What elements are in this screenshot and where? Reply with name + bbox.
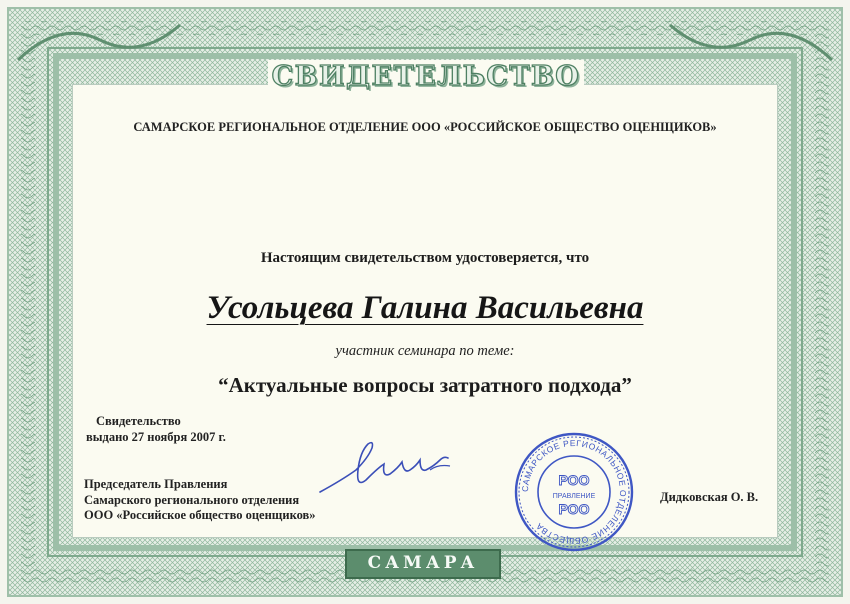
stamp-ring-text: САМАРСКОЕ РЕГИОНАЛЬНОЕ ОТДЕЛЕНИЕ ОБЩЕСТВА: [519, 437, 629, 547]
certificate-title: СВИДЕТЕЛЬСТВО: [271, 61, 581, 92]
stamp-center-bottom: РОО: [558, 501, 590, 517]
organization-header: САМАРСКОЕ РЕГИОНАЛЬНОЕ ОТДЕЛЕНИЕ ООО «РОССИЙСКОЕ ОБЩЕСТВО ОЦЕНЩИКОВ»: [133, 120, 717, 134]
topic-label: участник семинара по теме:: [335, 343, 515, 359]
city-name: САМАРА: [367, 553, 479, 573]
stamp-center-top: РОО: [558, 472, 590, 488]
chair-line-1: Председатель Правления: [84, 477, 228, 491]
intro-text: Настоящим свидетельством удостоверяется, что: [260, 250, 590, 266]
official-stamp: [512, 430, 636, 554]
chair-title: [84, 477, 316, 524]
stamp-center-mid: ПРАВЛЕНИЕ: [552, 493, 596, 500]
issued-label: Свидетельство: [96, 414, 181, 428]
seminar-topic: “Актуальные вопросы затратного подхода”: [218, 373, 632, 397]
chair-line-2: Самарского регионального отделения: [84, 492, 300, 507]
signer-name: Дидковская О. В.: [660, 490, 759, 504]
recipient-name: Усольцева Галина Васильевна: [206, 290, 644, 326]
chair-line-3: ООО «Российское общество оценщиков»: [84, 508, 316, 522]
signature: [312, 430, 472, 510]
issue-date: выдано 27 ноября 2007 г.: [86, 430, 226, 444]
